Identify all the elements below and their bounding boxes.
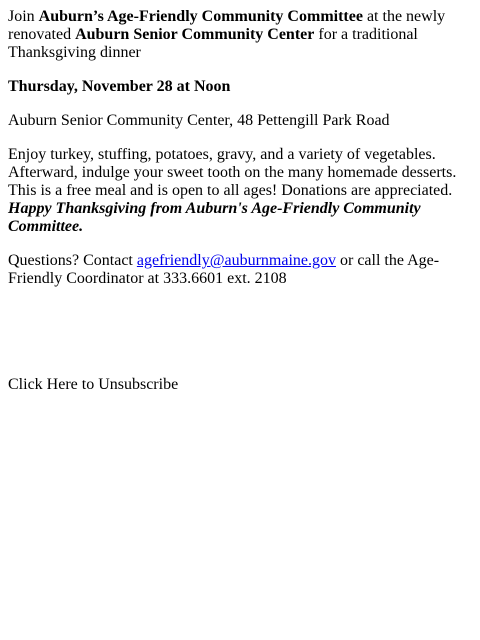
unsubscribe-link[interactable]: Click Here to Unsubscribe: [8, 376, 179, 393]
contact-prefix: Questions? Contact: [8, 252, 137, 269]
event-datetime-text: Thursday, November 28 at Noon: [8, 78, 231, 95]
intro-paragraph: [8, 8, 472, 62]
contact-email-link[interactable]: agefriendly@auburnmaine.gov: [136, 252, 336, 269]
contact-suffix: or call the Age-Friendly Coordinator at 333.6601 ext. 2108: [8, 252, 440, 287]
event-datetime: [8, 78, 472, 96]
contact-paragraph: [8, 252, 472, 288]
intro-text-dinner: for a traditional Thanksgiving dinner: [8, 26, 418, 61]
intro-text-renovated: at the newly renovated: [8, 8, 446, 43]
committee-name: Auburn’s Age-Friendly Community Committee: [38, 8, 363, 25]
event-description: Enjoy turkey, stuffing, potatoes, gravy, and a variety of vegetables. Afterward, indulge your sweet tooth on the many homemade desserts. This is a free meal and is open to all ages! Donations are appreciated.: [8, 146, 457, 199]
closing-message-text: Happy Thanksgiving from Auburn's Age-Friendly Community Committee.: [8, 200, 421, 235]
closing-message: [8, 200, 472, 236]
venue-name: Auburn Senior Community Center: [75, 26, 315, 43]
event-location: Auburn Senior Community Center, 48 Pettengill Park Road: [8, 112, 390, 129]
intro-text-join: Join: [8, 8, 39, 25]
